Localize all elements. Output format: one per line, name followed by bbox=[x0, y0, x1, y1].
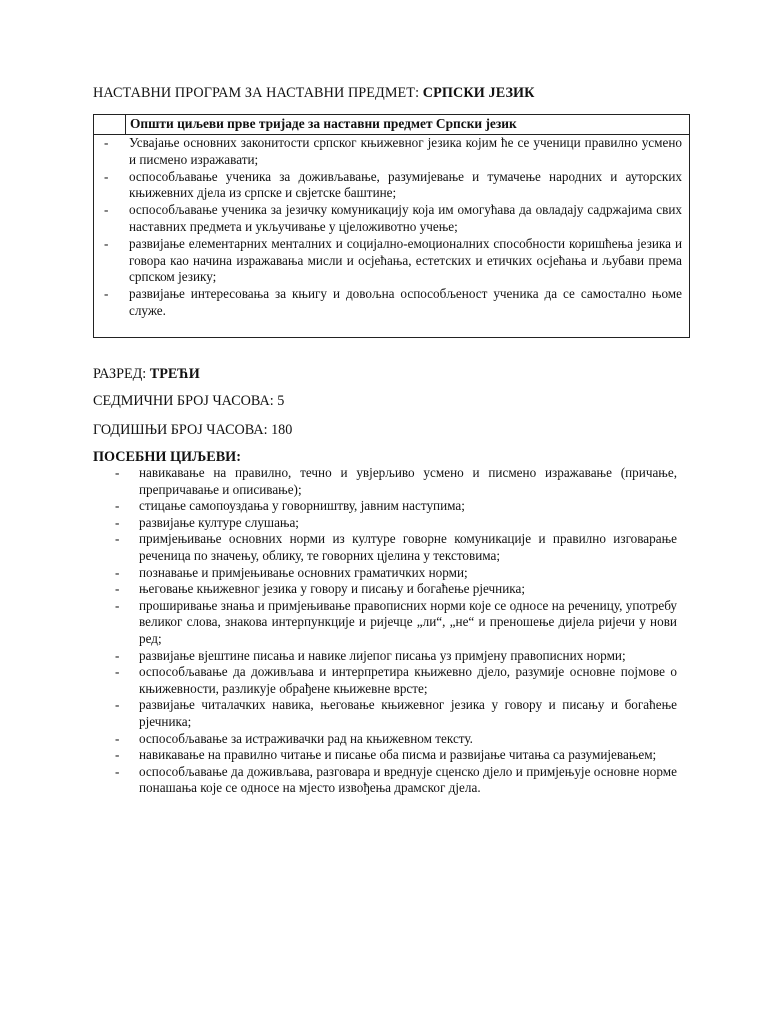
special-goal-item bbox=[93, 731, 677, 748]
general-goal-item bbox=[94, 135, 689, 169]
general-goal-item bbox=[94, 169, 689, 203]
list-dash: - bbox=[115, 531, 120, 547]
special-goal-item bbox=[93, 764, 677, 797]
general-goal-text: оспособљавање ученика за језичку комуникацију која им омогућава да овладају садржајима свих наставних предмета и укључивање у цјеложивотно учење; bbox=[129, 202, 682, 234]
list-dash: - bbox=[115, 465, 120, 480]
special-goal-item bbox=[93, 664, 677, 697]
list-dash: - bbox=[115, 498, 120, 514]
general-goals-table bbox=[93, 114, 690, 338]
general-goal-text: Усвајање основних законитости српског књижевног језика којим ће се ученици правилно усмено и писмено изражавати; bbox=[129, 135, 682, 167]
general-goals-header-row bbox=[94, 115, 689, 135]
special-goal-item bbox=[93, 697, 677, 730]
list-dash: - bbox=[115, 664, 120, 680]
weekly-hours: СЕДМИЧНИ БРОЈ ЧАСОВА: 5 bbox=[93, 393, 285, 409]
special-goal-text: оспособљавање да доживљава и интерпретира књижевно дјело, разумије основне појмове о књижевности, разликује обрађене књижевне врсте; bbox=[139, 664, 677, 696]
special-goal-item bbox=[93, 598, 677, 648]
special-goal-item bbox=[93, 648, 677, 665]
list-dash: - bbox=[104, 286, 109, 302]
special-goal-item bbox=[93, 581, 677, 598]
special-goals-title: ПОСЕБНИ ЦИЉЕВИ: bbox=[93, 449, 241, 465]
table-marker-column bbox=[94, 115, 126, 134]
grade-value: ТРЕЋИ bbox=[149, 366, 200, 382]
list-dash: - bbox=[115, 647, 120, 663]
special-goal-item bbox=[93, 747, 677, 764]
list-dash: - bbox=[104, 235, 109, 251]
list-dash: - bbox=[104, 202, 109, 218]
grade-line bbox=[93, 366, 200, 383]
list-dash: - bbox=[104, 135, 109, 150]
general-goal-text: развијање елементарних менталних и социјално-емоционалних способности коришћења језика и говора као начина изражавања мисли и осјећања, естетских и етичких осјећања и љубави према српском језику; bbox=[129, 235, 682, 285]
general-goal-text: оспособљавање ученика за доживљавање, разумијевање и тумачење народних и ауторских књижевних дјела из српске и свјетске баштине; bbox=[129, 168, 682, 201]
special-goal-text: познавање и примјењивање основних граматичких норми; bbox=[139, 564, 468, 580]
special-goal-item bbox=[93, 531, 677, 564]
grade-label: РАЗРЕД: bbox=[93, 366, 150, 382]
general-goal-item bbox=[94, 286, 689, 320]
list-dash: - bbox=[115, 581, 120, 597]
list-dash: - bbox=[104, 168, 109, 184]
special-goal-text: навикавање на правилно, течно и увјерљиво усмено и писмено изражавање (причање, препричавање и описивање); bbox=[139, 465, 677, 497]
list-dash: - bbox=[115, 597, 120, 613]
general-goal-item bbox=[94, 236, 689, 286]
special-goal-text: проширивање знања и примјењивање правописних норми које се односе на реченицу, употребу великог слова, знакова интерпункције и ријечце „ли“, „не“ и преношење дијела ријечи у нови ред; bbox=[139, 597, 677, 646]
list-dash: - bbox=[115, 763, 120, 779]
special-goal-item bbox=[93, 515, 677, 532]
list-dash: - bbox=[115, 514, 120, 530]
special-goal-item bbox=[93, 565, 677, 582]
list-dash: - bbox=[115, 564, 120, 580]
document-header bbox=[93, 85, 535, 102]
special-goal-text: његовање књижевног језика у говору и писању и богаћење рјечника; bbox=[139, 581, 526, 597]
list-dash: - bbox=[115, 697, 120, 713]
general-goals-list bbox=[94, 135, 689, 320]
special-goal-text: развијање вјештине писања и навике лијепог писања уз примјену правописних норми; bbox=[139, 647, 626, 663]
list-dash: - bbox=[115, 747, 120, 763]
special-goal-item bbox=[93, 498, 677, 515]
special-goals-list bbox=[93, 465, 677, 797]
special-goal-text: навикавање на правилно читање и писање оба писма и развијање читања са разумијевањем; bbox=[139, 747, 657, 763]
special-goal-text: развијање културе слушања; bbox=[139, 514, 299, 530]
header-prefix: НАСТАВНИ ПРОГРАМ ЗА НАСТАВНИ ПРЕДМЕТ: bbox=[93, 85, 423, 101]
list-dash: - bbox=[115, 730, 120, 746]
special-goal-text: примјењивање основних норми из културе говорне комуникације и правилно изговарање реченица по значењу, облику, те говорних цјелина у текстовима; bbox=[139, 531, 677, 563]
general-goal-text: развијање интересовања за књигу и довољна оспособљеност ученика да се самостално њоме служе. bbox=[129, 286, 682, 318]
special-goal-item bbox=[93, 465, 677, 498]
header-subject: СРПСКИ ЈЕЗИК bbox=[422, 85, 535, 101]
general-goals-title: Општи циљеви прве тријаде за наставни предмет Српски језик bbox=[130, 116, 517, 131]
special-goal-text: оспособљавање да доживљава, разговара и вреднује сценско дјело и примјењује основне норме понашања које се односе на мјесто извођења драмског дјела. bbox=[139, 763, 677, 796]
special-goal-text: стицање самопоуздања у говорништву, јавним наступима; bbox=[139, 498, 465, 514]
general-goal-item bbox=[94, 202, 689, 236]
yearly-hours: ГОДИШЊИ БРОЈ ЧАСОВА: 180 bbox=[93, 422, 293, 438]
special-goal-text: оспособљавање за истраживачки рад на књижевном тексту. bbox=[139, 730, 473, 746]
special-goal-text: развијање читалачких навика, његовање књижевног језика у говору и писању и богаћење рјечника; bbox=[139, 697, 677, 729]
